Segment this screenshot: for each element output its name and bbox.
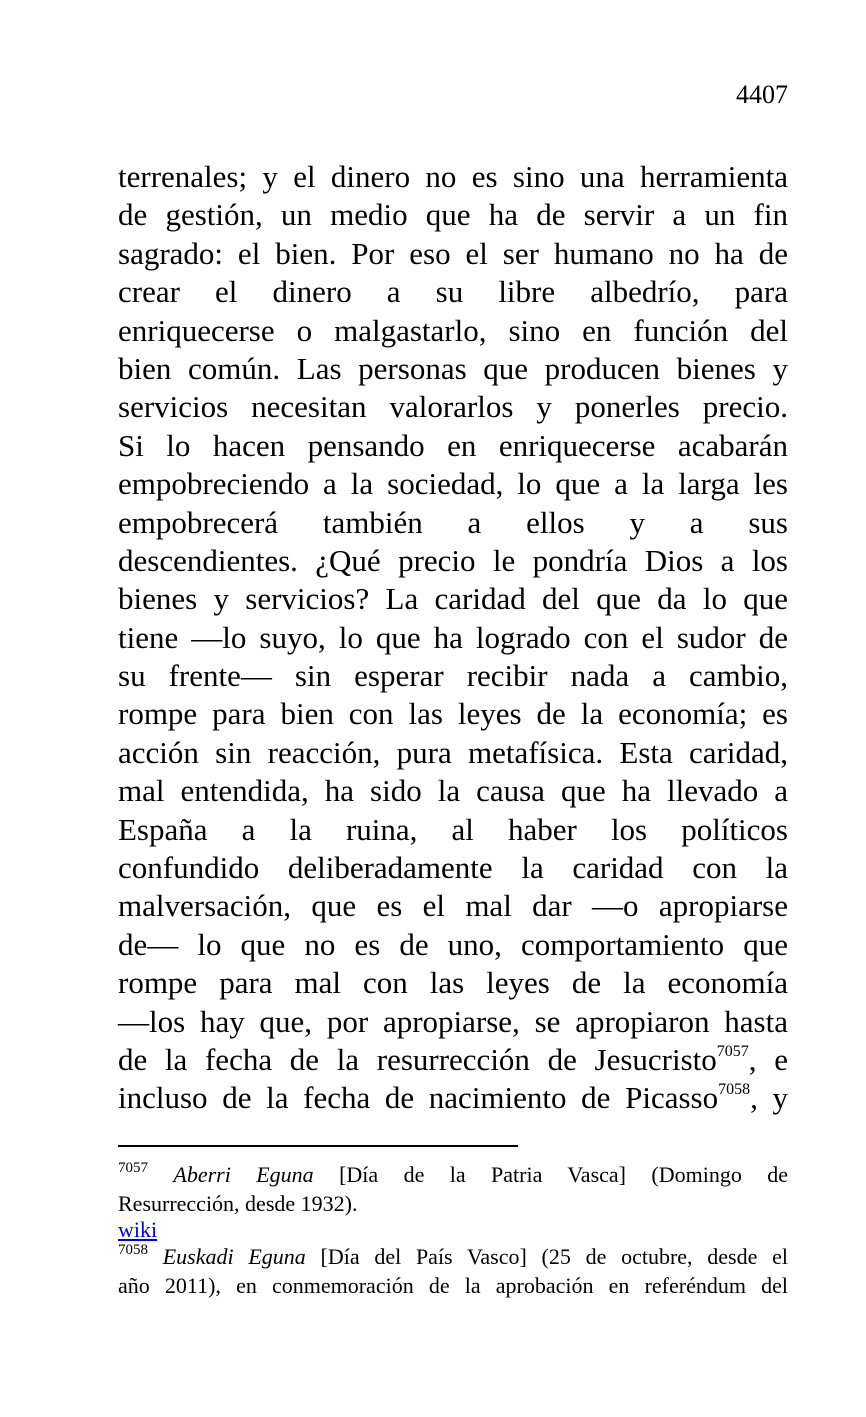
footnote-text: [Día de la Patria Vasca] (Domingo de [313,1162,788,1187]
body-text [118,158,788,1118]
text-fragment: incluso de la fecha de nacimiento de Picasso [118,1080,719,1116]
footnote-divider [118,1145,518,1147]
footnote-7057-line [118,1218,788,1242]
text-fragment: de la fecha de la resurrección de Jesucristo [118,1041,717,1077]
text-line [118,1079,788,1117]
text-line: sagrado: el bien. Por eso el ser humano no ha de [118,235,788,271]
footnotes [118,1160,788,1300]
footnote-title: Aberri Eguna [173,1162,314,1187]
text-line: enriquecerse o malgastarlo, sino en función del [118,312,788,348]
text-line: rompe para mal con las leyes de la economía [118,965,788,1001]
text-line: mal entendida, ha sido la causa que ha llevado a [118,773,788,809]
text-line: de gestión, un medio que ha de servir a un fin [118,197,788,233]
text-line: su frente— sin esperar recibir nada a cambio, [118,658,788,694]
footnote-7057-line: Resurrección, desde 1932). [118,1191,358,1216]
text-line: bien común. Las personas que producen bienes y [118,350,788,386]
footnote-number: 7057 [118,1160,148,1176]
text-line: malversación, que es el mal dar —o apropiarse [118,888,788,924]
footnote-7057-line [118,1160,788,1189]
text-fragment: , y [750,1080,789,1116]
footnote-7058-line [118,1242,788,1271]
text-line: —los hay que, por apropiarse, se apropiaron hasta [118,1003,788,1039]
text-line: España a la ruina, al haber los políticos [118,811,788,847]
text-line: confundido deliberadamente la caridad con la [118,850,788,886]
wiki-link[interactable]: wiki [118,1217,158,1242]
page-number: 4407 [736,80,788,109]
text-line: servicios necesitan valorarlos y ponerles precio. [118,389,788,425]
text-line: crear el dinero a su libre albedrío, para [118,274,788,310]
text-line: empobrecerá también a ellos y a sus [118,504,788,540]
text-fragment: , e [748,1041,788,1077]
text-line: rompe para bien con las leyes de la economía; es [118,696,788,732]
text-line: bienes y servicios? La caridad del que da lo que [118,581,788,617]
footnote-7058-line: año 2011), en conmemoración de la aprobación en referéndum del [118,1273,788,1298]
footnote-ref-7057[interactable]: 7057 [716,1042,749,1060]
text-line: tiene —lo suyo, lo que ha logrado con el sudor de [118,619,788,655]
text-line: terrenales; y el dinero no es sino una herramienta [118,159,788,194]
footnote-ref-7058[interactable]: 7058 [718,1081,751,1099]
footnote-title: Euskadi Eguna [162,1244,306,1269]
text-line: empobreciendo a la sociedad, lo que a la larga les [118,466,788,502]
text-line: Si lo hacen pensando en enriquecerse acabarán [118,427,788,463]
text-line: acción sin reacción, pura metafísica. Esta caridad, [118,734,788,770]
text-line: de— lo que no es de uno, comportamiento que [118,926,788,962]
text-line: descendientes. ¿Qué precio le pondría Dios a los [118,542,788,578]
footnote-number: 7058 [118,1242,148,1258]
text-line [118,1041,788,1079]
footnote-text: [Día del País Vasco] (25 de octubre, desde el [305,1244,788,1269]
